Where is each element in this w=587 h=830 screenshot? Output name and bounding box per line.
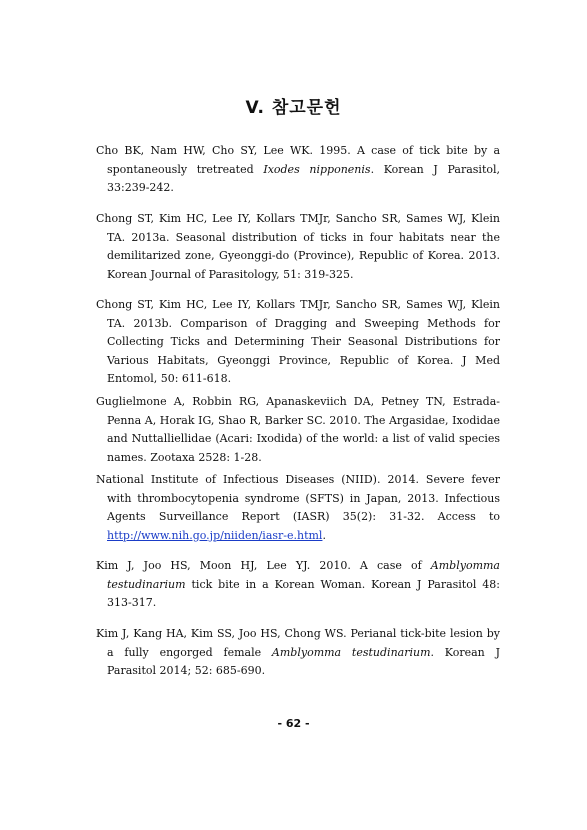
species-name: Amblyomma testudinarium	[107, 559, 500, 591]
reference-entry-7	[96, 625, 500, 681]
section-title: V. 참고문헌	[245, 98, 342, 118]
reference-text: National Institute of Infectious Diseases (NIID). 2014. Severe fever with thrombocytopenia syndrome (SFTS) in Japan, 2013. Infectious Agents Surveillance Report (IASR) 35(2): 31-32. Access to	[96, 473, 500, 524]
reference-text: Guglielmone A, Robbin RG, Apanaskeviich DA, Petney TN, Estrada-Penna A, Horak IG, Shao R, Barker SC. 2010. The Argasidae, Ixodidae and Nuttalliellidae (Acari: Ixodida) of the world: a list of valid species names. Zootaxa 2528: 1-28.	[96, 395, 500, 464]
reference-text: Kim J, Kang HA, Kim SS, Joo HS, Chong WS. Perianal tick-bite lesion by a fully engorged female	[96, 627, 500, 659]
reference-entry-6	[96, 557, 500, 613]
reference-entry-2	[96, 210, 500, 284]
page-number: - 62 -	[277, 717, 310, 730]
species-name: Amblyomma testudinarium	[271, 645, 431, 659]
reference-text: . Korean J Parasitol, 33:239-242.	[107, 162, 501, 195]
reference-text: . Korean J Parasitol 2014; 52: 685-690.	[107, 645, 500, 678]
reference-entry-4	[96, 393, 500, 467]
reference-text: Cho BK, Nam HW, Cho SY, Lee WK. 1995. A case of tick bite by a spontaneously tretreated	[96, 144, 500, 176]
reference-entry-3	[96, 296, 500, 389]
species-name: Ixodes nipponenis	[263, 162, 371, 176]
reference-text: tick bite in a Korean Woman. Korean J Parasitol 48: 313-317.	[107, 577, 500, 610]
reference-text: Kim J, Joo HS, Moon HJ, Lee YJ. 2010. A case of	[96, 559, 431, 572]
reference-text: .	[322, 528, 326, 542]
reference-entry-1	[96, 142, 500, 198]
reference-text: Chong ST, Kim HC, Lee IY, Kollars TMJr, Sancho SR, Sames WJ, Klein TA. 2013b. Comparison of Dragging and Sweeping Methods for Collecting Ticks and Determining Their Seasonal Distributions for Various Habitats, Gyeonggi Province, Republic of Korea. J Med Entomol, 50: 611-618.	[96, 298, 500, 386]
reference-entry-5	[96, 471, 500, 545]
reference-link[interactable]: http://www.nih.go.jp/niiden/iasr-e.html	[107, 528, 323, 542]
reference-text: Chong ST, Kim HC, Lee IY, Kollars TMJr, Sancho SR, Sames WJ, Klein TA. 2013a. Seasonal distribution of ticks in four habitats near the demilitarized zone, Gyeonggi-do (Province), Republic of Korea. 2013. Korean Journal of Parasitology, 51: 319-325.	[96, 212, 500, 281]
